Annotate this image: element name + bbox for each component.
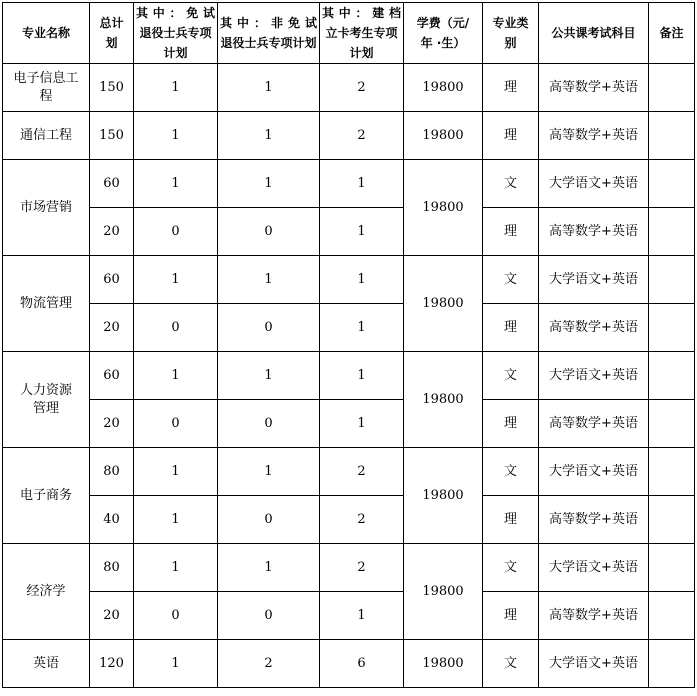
major-cell: 物流管理 [3,256,90,352]
subjects-cell: 大学语文+英语 [539,352,649,400]
subjects-cell: 高等数学+英语 [539,400,649,448]
poverty-cell: 2 [320,544,404,592]
subjects-cell: 大学语文+英语 [539,448,649,496]
category-cell: 理 [483,400,539,448]
enrollment-plan-table [2,2,695,688]
header-total: 总计划 [90,3,134,64]
poverty-cell: 1 [320,256,404,304]
total-cell: 80 [90,544,134,592]
exempt-cell: 1 [134,256,218,304]
subjects-cell: 高等数学+英语 [539,208,649,256]
remark-cell [649,304,695,352]
subjects-cell: 高等数学+英语 [539,496,649,544]
poverty-cell: 1 [320,592,404,640]
table-row [3,160,695,208]
remark-cell [649,112,695,160]
subjects-cell: 大学语文+英语 [539,544,649,592]
header-category: 专业类别 [483,3,539,64]
exempt-cell: 0 [134,304,218,352]
tuition-cell: 19800 [404,160,483,256]
category-cell: 理 [483,592,539,640]
nonexempt-cell: 0 [218,496,320,544]
table-row [3,496,695,544]
table-row [3,256,695,304]
table-row [3,592,695,640]
category-cell: 理 [483,496,539,544]
poverty-cell: 2 [320,448,404,496]
header-row [3,3,695,64]
poverty-cell: 2 [320,112,404,160]
nonexempt-cell: 1 [218,112,320,160]
table-row [3,208,695,256]
table-row [3,64,695,112]
tuition-cell: 19800 [404,112,483,160]
header-exempt-veterans: 其中：免试 退役士兵专项计划 [134,3,218,64]
category-cell: 文 [483,448,539,496]
total-cell: 40 [90,496,134,544]
tuition-cell: 19800 [404,544,483,640]
tuition-cell: 19800 [404,352,483,448]
subjects-cell: 大学语文+英语 [539,160,649,208]
poverty-cell: 1 [320,400,404,448]
subjects-cell: 高等数学+英语 [539,64,649,112]
category-cell: 理 [483,304,539,352]
total-cell: 60 [90,352,134,400]
total-cell: 20 [90,592,134,640]
exempt-cell: 0 [134,592,218,640]
poverty-cell: 1 [320,208,404,256]
header-nonexempt-veterans: 其中：非免试 退役士兵专项计划 [218,3,320,64]
poverty-cell: 1 [320,304,404,352]
nonexempt-cell: 1 [218,64,320,112]
table-row [3,304,695,352]
poverty-cell: 1 [320,160,404,208]
category-cell: 文 [483,352,539,400]
tuition-cell: 19800 [404,256,483,352]
nonexempt-cell: 1 [218,352,320,400]
category-cell: 文 [483,256,539,304]
major-cell: 经济学 [3,544,90,640]
total-cell: 20 [90,304,134,352]
tuition-cell: 19800 [404,640,483,688]
major-cell: 电子信息工程 [3,64,90,112]
category-cell: 理 [483,112,539,160]
category-cell: 理 [483,64,539,112]
remark-cell [649,64,695,112]
remark-cell [649,352,695,400]
exempt-cell: 0 [134,400,218,448]
remark-cell [649,496,695,544]
exempt-cell: 1 [134,496,218,544]
table-row [3,640,695,688]
nonexempt-cell: 2 [218,640,320,688]
poverty-cell: 1 [320,352,404,400]
total-cell: 80 [90,448,134,496]
total-cell: 150 [90,112,134,160]
subjects-cell: 大学语文+英语 [539,640,649,688]
nonexempt-cell: 0 [218,592,320,640]
table-row [3,112,695,160]
nonexempt-cell: 1 [218,160,320,208]
nonexempt-cell: 0 [218,208,320,256]
nonexempt-cell: 1 [218,544,320,592]
major-cell: 通信工程 [3,112,90,160]
subjects-cell: 高等数学+英语 [539,112,649,160]
total-cell: 150 [90,64,134,112]
exempt-cell: 1 [134,160,218,208]
total-cell: 60 [90,256,134,304]
category-cell: 文 [483,160,539,208]
exempt-cell: 1 [134,448,218,496]
table-row [3,448,695,496]
exempt-cell: 1 [134,112,218,160]
major-cell: 电子商务 [3,448,90,544]
exempt-cell: 1 [134,64,218,112]
remark-cell [649,400,695,448]
remark-cell [649,640,695,688]
poverty-cell: 6 [320,640,404,688]
table-row [3,400,695,448]
subjects-cell: 大学语文+英语 [539,256,649,304]
remark-cell [649,448,695,496]
remark-cell [649,160,695,208]
header-tuition: 学费（元/年 ·生） [404,3,483,64]
major-cell: 市场营销 [3,160,90,256]
subjects-cell: 高等数学+英语 [539,592,649,640]
remark-cell [649,256,695,304]
nonexempt-cell: 1 [218,448,320,496]
nonexempt-cell: 0 [218,400,320,448]
total-cell: 20 [90,208,134,256]
table-row [3,544,695,592]
exempt-cell: 1 [134,352,218,400]
header-remark: 备注 [649,3,695,64]
subjects-cell: 高等数学+英语 [539,304,649,352]
nonexempt-cell: 1 [218,256,320,304]
nonexempt-cell: 0 [218,304,320,352]
exempt-cell: 1 [134,544,218,592]
major-cell: 英语 [3,640,90,688]
header-major: 专业名称 [3,3,90,64]
major-cell: 人力资源管理 [3,352,90,448]
category-cell: 文 [483,640,539,688]
total-cell: 120 [90,640,134,688]
category-cell: 文 [483,544,539,592]
header-subjects: 公共课考试科目 [539,3,649,64]
tuition-cell: 19800 [404,448,483,544]
total-cell: 20 [90,400,134,448]
remark-cell [649,592,695,640]
remark-cell [649,544,695,592]
category-cell: 理 [483,208,539,256]
tuition-cell: 19800 [404,64,483,112]
poverty-cell: 2 [320,64,404,112]
exempt-cell: 0 [134,208,218,256]
poverty-cell: 2 [320,496,404,544]
exempt-cell: 1 [134,640,218,688]
remark-cell [649,208,695,256]
table-row [3,352,695,400]
header-poverty-students: 其中：建档 立卡考生专项计划 [320,3,404,64]
total-cell: 60 [90,160,134,208]
